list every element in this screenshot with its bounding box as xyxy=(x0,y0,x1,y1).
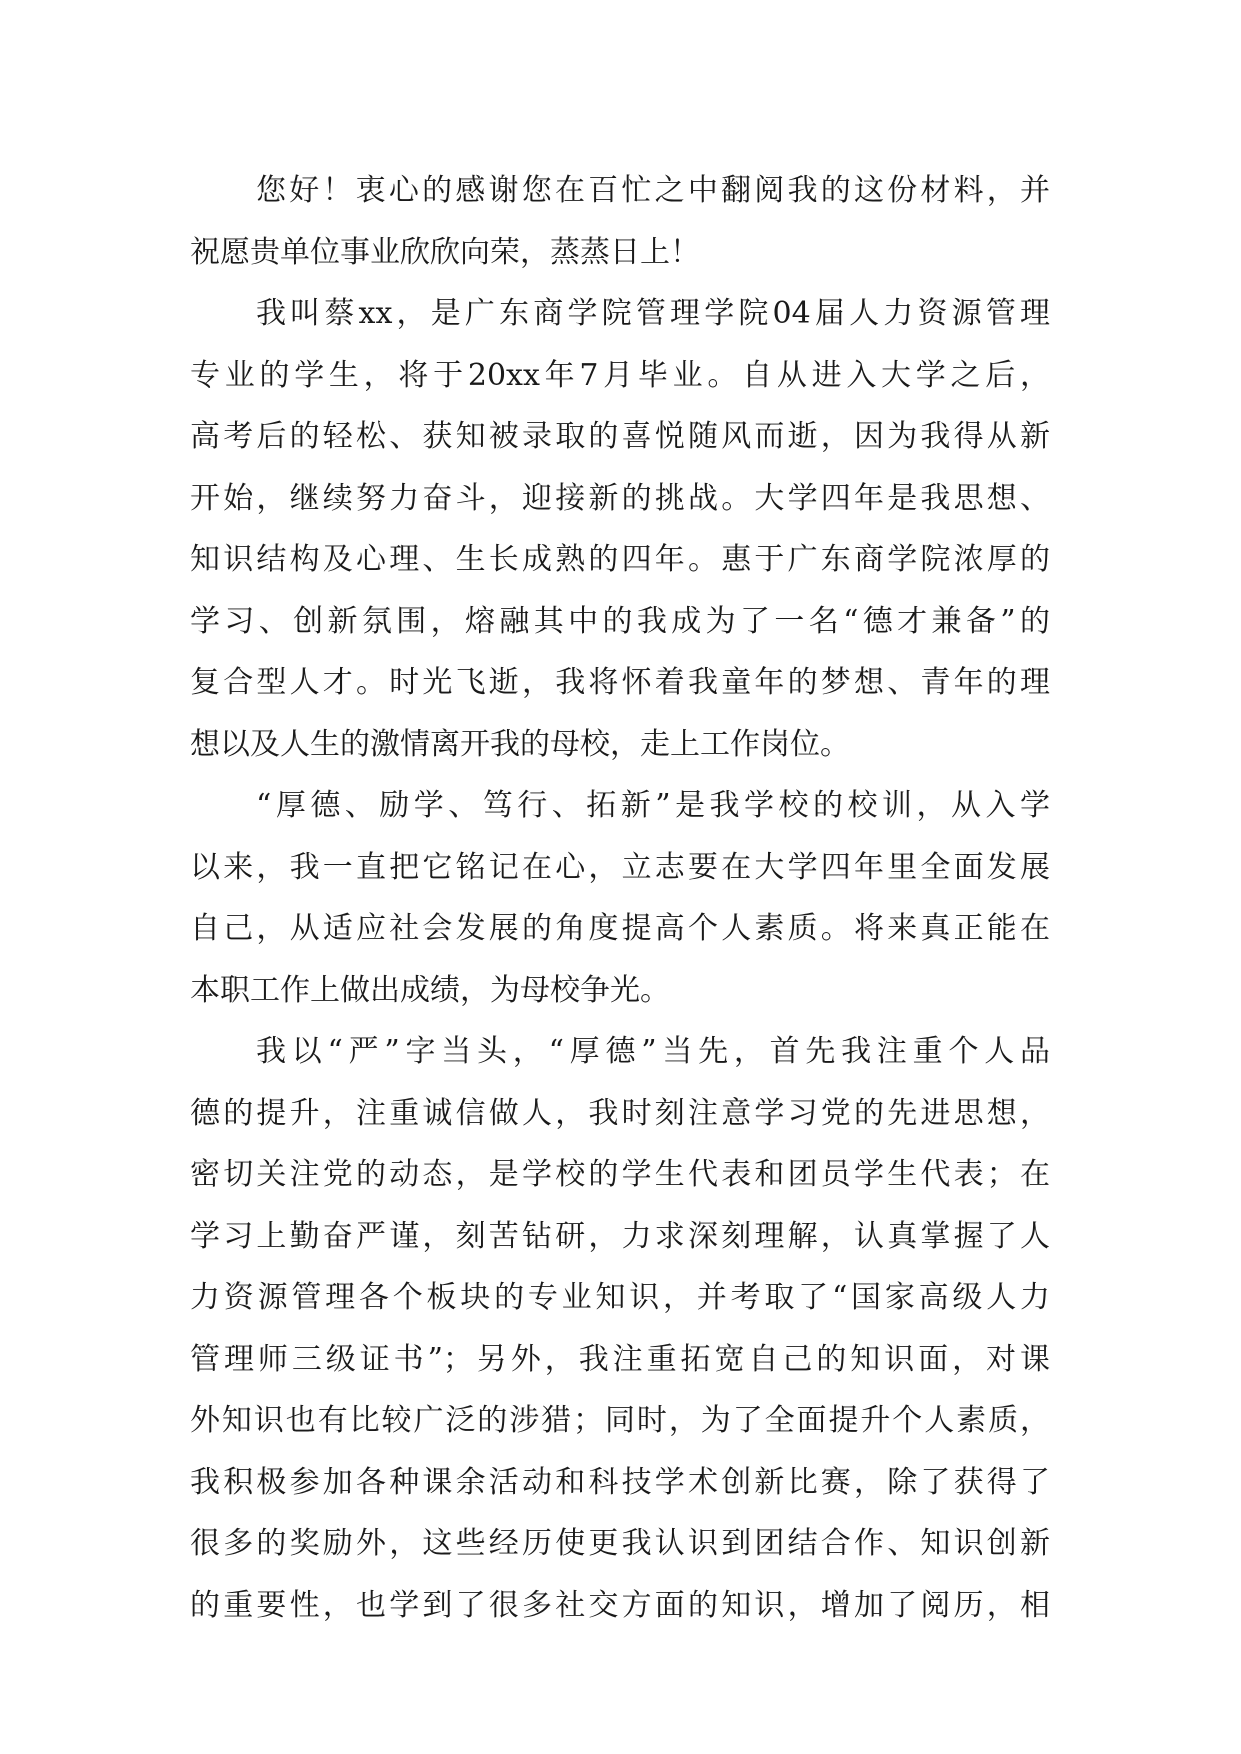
text-line: 想以及人生的激情离开我的母校，走上工作岗位。 xyxy=(190,726,850,762)
letter-body xyxy=(190,160,1050,1636)
text-line: 密切关注党的动态，是学校的学生代表和团员学生代表；在 xyxy=(190,1157,1050,1192)
text-line: 以来，我一直把它铭记在心，立志要在大学四年里全面发展 xyxy=(190,849,1050,885)
text-line: 您好！衷心的感谢您在百忙之中翻阅我的这份材料，并 xyxy=(256,173,1050,208)
text-line: 专业的学生，将于20xx年7月毕业。自从进入大学之后， xyxy=(190,357,1050,393)
text-line: “厚德、励学、笃行、拓新”是我学校的校训，从入学 xyxy=(256,788,1050,823)
text-line: 我叫蔡xx，是广东商学院管理学院04届人力资源管理 xyxy=(256,296,1050,331)
text-line: 知识结构及心理、生长成熟的四年。惠于广东商学院浓厚的 xyxy=(190,542,1050,577)
text-line: 力资源管理各个板块的专业知识，并考取了“国家高级人力 xyxy=(190,1280,1050,1315)
text-line: 祝愿贵单位事业欣欣向荣，蒸蒸日上！ xyxy=(190,234,700,270)
paragraph-personal-development xyxy=(190,1021,1050,1636)
text-line: 很多的奖励外，这些经历使更我认识到团结合作、知识创新 xyxy=(190,1526,1050,1561)
text-line: 德的提升，注重诚信做人，我时刻注意学习党的先进思想， xyxy=(190,1095,1050,1131)
text-line: 高考后的轻松、获知被录取的喜悦随风而逝，因为我得从新 xyxy=(190,419,1050,454)
text-line: 本职工作上做出成绩，为母校争光。 xyxy=(190,972,670,1008)
paragraph-school-motto xyxy=(190,775,1050,1021)
text-line: 开始，继续努力奋斗，迎接新的挑战。大学四年是我思想、 xyxy=(190,480,1050,516)
text-line: 学习上勤奋严谨，刻苦钻研，力求深刻理解，认真掌握了人 xyxy=(190,1218,1050,1254)
text-line: 学习、创新氛围，熔融其中的我成为了一名“德才兼备”的 xyxy=(190,603,1050,639)
text-line: 自己，从适应社会发展的角度提高个人素质。将来真正能在 xyxy=(190,911,1050,946)
text-line: 管理师三级证书”；另外，我注重拓宽自己的知识面，对课 xyxy=(190,1341,1050,1377)
text-line: 的重要性，也学到了很多社交方面的知识，增加了阅历，相 xyxy=(190,1587,1050,1623)
text-line: 我积极参加各种课余活动和科技学术创新比赛，除了获得了 xyxy=(190,1464,1050,1500)
text-line: 外知识也有比较广泛的涉猎；同时，为了全面提升个人素质， xyxy=(190,1403,1050,1438)
text-line: 复合型人才。时光飞逝，我将怀着我童年的梦想、青年的理 xyxy=(190,665,1050,700)
paragraph-greeting xyxy=(190,160,1050,283)
paragraph-introduction xyxy=(190,283,1050,775)
text-line: 我以“严”字当头，“厚德”当先，首先我注重个人品 xyxy=(256,1034,1050,1069)
